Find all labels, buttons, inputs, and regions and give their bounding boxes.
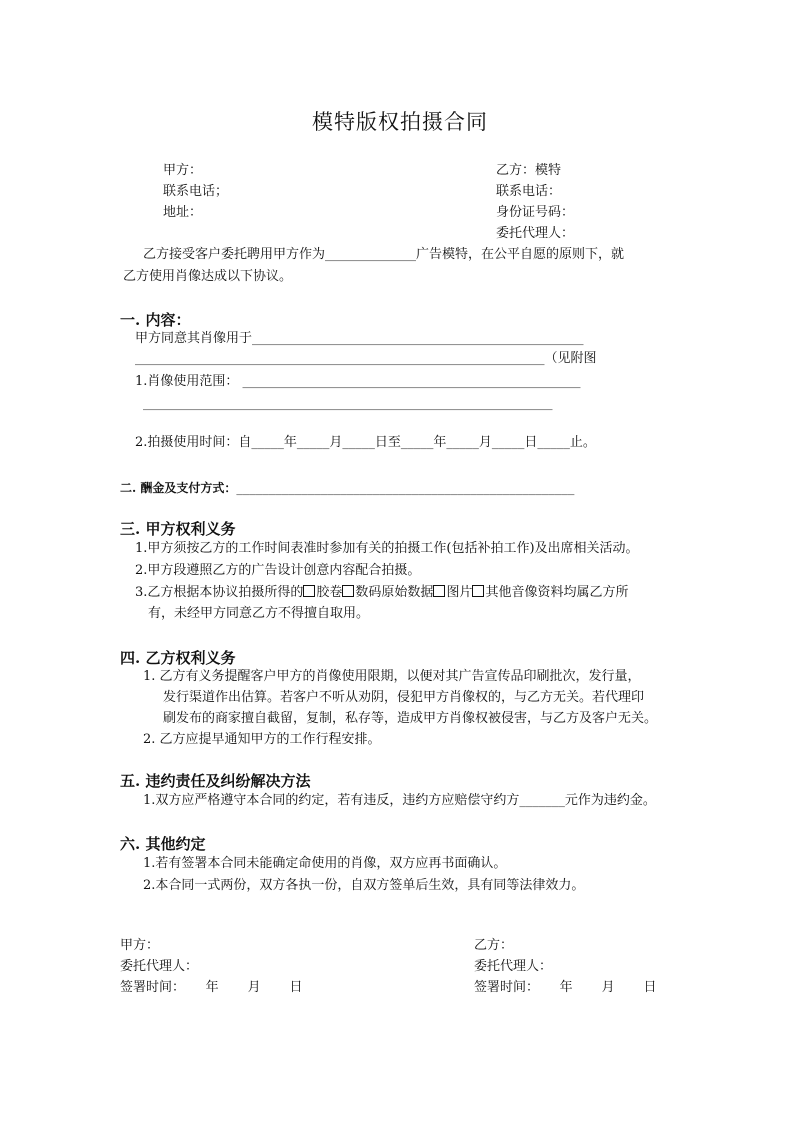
party-a-address: 地址：	[163, 205, 203, 220]
option-digital-raw: 数码原始数据	[355, 585, 434, 600]
section-5-heading: 五. 违约责任及纠纷解决方法	[120, 772, 311, 790]
section-4-item-2: 2. 乙方应提早通知甲方的工作行程安排。	[143, 732, 381, 747]
section-3-item-3-cont: 有，未经甲方同意乙方不得擅自取用。	[148, 606, 370, 621]
intro-line-2: 乙方使用肖像达成以下协议。	[123, 269, 293, 284]
intro-line-1: 乙方接受客户委托聘用甲方作为______________广告模特，在公平自愿的原则下，就	[143, 247, 625, 262]
section-2	[120, 477, 574, 498]
party-a-phone: 联系电话；	[163, 184, 229, 199]
party-b-phone: 联系电话：	[496, 184, 562, 199]
item-3-prefix: 3.乙方根据本协议拍摄所得的	[135, 585, 304, 600]
section-1-line-1: 甲方同意其肖像用于___________________________________________________	[135, 331, 584, 346]
section-1-line-2: _______________________________________________________________（见附图	[135, 351, 597, 366]
checkbox-pictures[interactable]	[433, 585, 445, 597]
section-3-item-2: 2.甲方段遵照乙方的广告设计创意内容配合拍摄。	[135, 563, 421, 578]
section-4-heading: 四. 乙方权利义务	[120, 649, 236, 667]
section-4-item-1-line-1: 1. 乙方有义务提醒客户甲方的肖像使用限期，以便对其广告宣传品印刷批次，发行量，	[143, 669, 641, 684]
section-4-item-1-line-2: 发行渠道作出估算。若客户不听从劝阴，侵犯甲方肖像权的，与乙方无关。若代理印	[163, 690, 645, 705]
section-5-item-1: 1.双方应严格遵守本合同的约定，若有违反，违约方应赔偿守约方_______元作为违约金。	[143, 793, 656, 808]
party-b-id: 身份证号码：	[496, 205, 575, 220]
section-4-item-1-line-3: 刷发布的商家擅自截留，复制，私存等，造成甲方肖像权被侵害，与乙方及客户无关。	[163, 711, 658, 726]
document-title: 模特版权拍摄合同	[312, 110, 488, 134]
section-6-item-2: 2.本合同一式两份，双方各执一份，自双方签单后生效，具有同等法律效力。	[143, 878, 585, 893]
sign-a-agent: 委托代理人：	[120, 959, 199, 974]
party-b-agent: 委托代理人：	[496, 226, 575, 241]
section-3-item-1: 1.甲方须按乙方的工作时间表准时参加有关的拍摄工作(包括补拍工作)及出席相关活动。	[135, 541, 639, 556]
section-1-period: 2.拍摄使用时间：自_____年_____月_____日至_____年_____月_____日_____止。	[135, 435, 596, 450]
checkbox-other-media[interactable]	[472, 585, 484, 597]
option-other-media: 其他音像资料均属乙方所	[485, 585, 629, 600]
section-1-heading: 一. 内容：	[120, 311, 191, 329]
section-2-heading: 二. 酬金及支付方式：	[120, 481, 237, 495]
sign-a-label: 甲方：	[120, 938, 160, 953]
option-film: 胶卷	[316, 585, 343, 600]
section-6-item-1: 1.若有签署本合同未能确定命使用的肖像，双方应再书面确认。	[143, 856, 507, 871]
sign-b-agent: 委托代理人：	[474, 959, 553, 974]
checkbox-digital-raw[interactable]	[342, 585, 354, 597]
section-6-heading: 六. 其他约定	[120, 835, 206, 853]
option-pictures: 图片	[446, 585, 473, 600]
party-a-label: 甲方：	[163, 163, 203, 178]
section-3-item-3	[135, 584, 628, 602]
sign-b-label: 乙方：	[474, 938, 514, 953]
section-1-scope: 1.肖像使用范围： ____________________________________________________	[135, 374, 581, 389]
party-b-label: 乙方：模特	[496, 163, 562, 178]
checkbox-film[interactable]	[303, 585, 315, 597]
section-3-heading: 三. 甲方权利义务	[120, 520, 236, 538]
sign-b-date: 签署时间： 年 月 日	[474, 980, 657, 995]
sign-a-date: 签署时间： 年 月 日	[120, 980, 303, 995]
section-1-scope-blank: _______________________________________________________________	[143, 396, 553, 411]
section-2-blank: ____________________________________________________	[236, 481, 575, 496]
